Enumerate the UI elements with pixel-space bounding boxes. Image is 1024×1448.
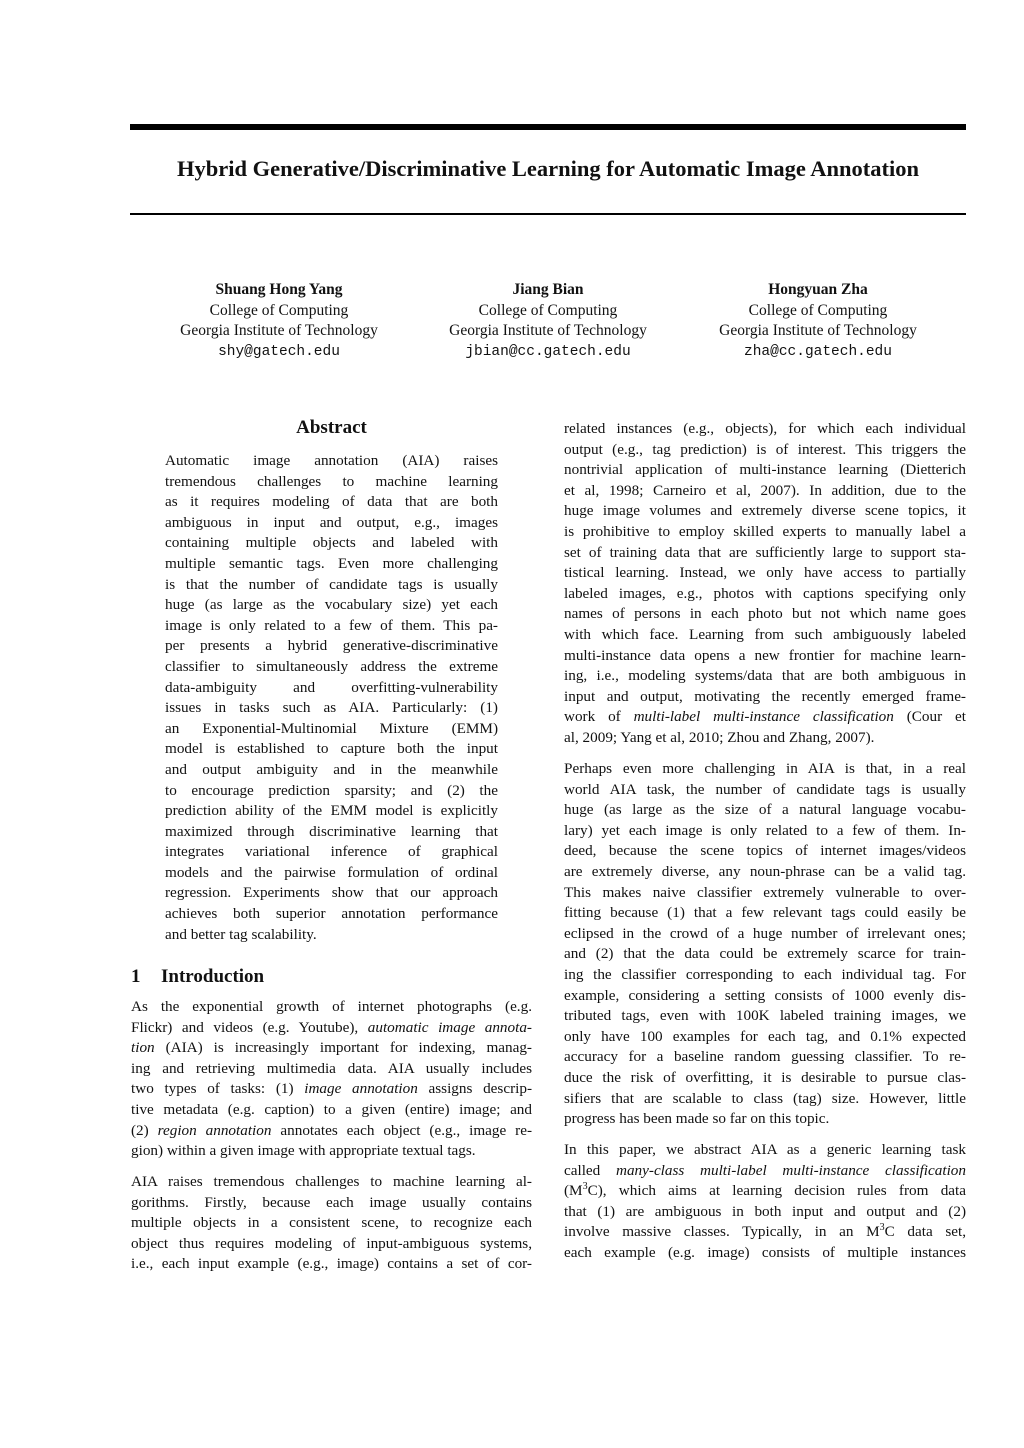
text-line: ambiguous in input and output, e.g., images [165, 513, 498, 531]
text-line: object thus requires modeling of input-ambiguous systems, [131, 1234, 532, 1252]
text-line: classifier to simultaneously address the extreme [165, 657, 498, 675]
text-line: Flickr) and videos (e.g. Youtube), automatic image annota- [131, 1018, 532, 1036]
text-line: tremendous challenges to machine learning [165, 472, 498, 490]
intro-paragraph-3 [564, 759, 966, 1130]
text-line: multiple semantic tags. Even more challenging [165, 554, 498, 572]
text-line: gorithms. Firstly, because each image usually contains [131, 1193, 532, 1211]
text-line: (2) region annotation annotates each object (e.g., image re- [131, 1121, 533, 1139]
text-line: huge (as large as the vocabulary size) yet each [165, 596, 498, 614]
author-dept: College of Computing [478, 301, 618, 319]
author-institution: Georgia Institute of Technology [449, 322, 647, 340]
text-line: work of multi-label multi-instance classification (Cour et [564, 708, 966, 726]
text-line: related instances (e.g., objects), for which each individual [564, 420, 966, 437]
text-line: are extremely diverse, any noun-phrase can be a valid tag. [564, 862, 966, 880]
text-line: prediction ability of the EMM model is explicitly [165, 802, 498, 820]
text-line: image is only related to a few of them. This pa- [165, 616, 498, 634]
text-line: ing the classifier corresponding to each individual tag. For [564, 965, 966, 983]
text-line: example, considering a setting consists of 1000 evenly dis- [564, 986, 966, 1004]
text-line: multi-instance data opens a new frontier for machine learn- [564, 646, 966, 664]
text-line: $(M^3C)$, which aims at learning decision rules from data [564, 1181, 966, 1200]
text-line: an Exponential-Multinomial Mixture (EMM) [165, 719, 498, 737]
author-block [678, 280, 958, 362]
title-top-rule [130, 124, 966, 130]
text-line: and (2) that the data could be extremely scarce for train- [564, 945, 966, 963]
title-bottom-rule [130, 213, 966, 215]
author-block [139, 280, 419, 362]
text-line: ing, i.e., modeling systems/data that are both ambiguous in [564, 667, 966, 685]
intro-paragraph-1 [131, 997, 532, 1162]
text-line: nontrivial application of multi-instance learning (Dietterich [564, 461, 966, 479]
text-line: per presents a hybrid generative-discriminative [165, 637, 498, 655]
author-email: jbian@cc.gatech.edu [465, 343, 631, 360]
text-line: and output ambiguity and in the meanwhile [165, 760, 498, 778]
text-line: data-ambiguity and overfitting-vulnerability [165, 678, 498, 696]
text-line: progress has been made so far on this topic. [564, 1110, 830, 1128]
section-heading-introduction [131, 966, 264, 988]
text-line: to encourage prediction sparsity; and (2) the [165, 781, 498, 799]
abstract-body [165, 451, 498, 945]
text-line: In this paper, we abstract AIA as a generic learning task [564, 1141, 966, 1158]
text-line: input and output, motivating the recently emerged frame- [564, 687, 966, 705]
section-number: 1 [131, 966, 141, 987]
text-line: models and the pairwise formulation of ordinal [165, 863, 498, 881]
text-line: tistical learning. Instead, we only have access to partially [564, 564, 966, 582]
text-line: This makes naive classifier extremely vulnerable to over- [564, 883, 966, 901]
text-line: tributed tags, even with 100K labeled training images, we [564, 1007, 966, 1025]
intro-paragraph-2 [131, 1172, 532, 1275]
author-email: zha@cc.gatech.edu [744, 343, 892, 360]
text-line: tion (AIA) is increasingly important for indexing, manag- [131, 1039, 532, 1057]
intro-paragraph-2-continued [564, 419, 966, 749]
text-line: AIA raises tremendous challenges to machine learning al- [131, 1173, 532, 1190]
text-line: model is established to capture both the input [165, 740, 498, 758]
text-line: al, 2009; Yang et al, 2010; Zhou and Zhang, 2007). [564, 728, 875, 746]
text-line: i.e., each input example (e.g., image) contains a set of cor- [131, 1255, 532, 1273]
text-line: is prohibitive to employ skilled experts to manually label a [564, 522, 966, 540]
text-line: two types of tasks: (1) image annotation assigns descrip- [131, 1080, 533, 1098]
text-line: huge image volumes and extremely diverse scene topics, it [564, 502, 966, 520]
author-institution: Georgia Institute of Technology [719, 322, 917, 340]
text-line: called many-class multi-label multi-instance classification [564, 1161, 966, 1179]
text-line: and better tag scalability. [165, 925, 317, 943]
text-line: accuracy for a baseline random guessing classifier. To re- [564, 1048, 966, 1066]
text-line: huge (as large as the size of a natural language vocabu- [564, 801, 966, 819]
text-line: As the exponential growth of internet photographs (e.g. [131, 998, 532, 1015]
text-line: tive metadata (e.g. caption) to a given (entire) image; and [131, 1100, 532, 1118]
text-line: only have 100 examples for each tag, and 0.1% expected [564, 1027, 966, 1045]
text-line: each example (e.g. image) consists of multiple instances [564, 1243, 966, 1261]
text-line: achieves both superior annotation performance [165, 905, 498, 923]
section-title: Introduction [161, 966, 265, 987]
text-line: labeled images, e.g., photos with captions specifying only [564, 584, 966, 602]
paper-title: Hybrid Generative/Discriminative Learning for Automatic Image Annotation [176, 156, 920, 181]
text-line: deed, because the scene topics of internet images/videos [564, 842, 966, 860]
author-name: Hongyuan Zha [768, 281, 868, 298]
text-line: Perhaps even more challenging in AIA is that, in a real [564, 760, 966, 777]
text-line: as it requires modeling of data that are both [165, 493, 498, 511]
author-name: Jiang Bian [512, 281, 584, 298]
text-line: output (e.g., tag prediction) is of interest. This triggers the [564, 440, 966, 458]
author-dept: College of Computing [748, 301, 888, 319]
text-line: eclipsed in the crowd of a huge number of irrelevant ones; [564, 924, 966, 942]
text-line: gion) within a given image with appropriate textual tags. [131, 1142, 476, 1160]
text-line: that (1) are ambiguous in both input and output and (2) [564, 1202, 966, 1220]
text-line: set of training data that are sufficiently large to support sta- [564, 543, 966, 561]
text-line: maximized through discriminative learning that [165, 822, 498, 840]
text-line: regression. Experiments show that our approach [165, 884, 498, 902]
text-line: names of persons in each photo but not which name goes [564, 605, 966, 623]
text-line: et al, 1998; Carneiro et al, 2007). In addition, due to the [564, 481, 966, 499]
text-line: world AIA task, the number of candidate tags is usually [564, 780, 966, 798]
text-line: duce the risk of overfitting, it is desirable to pursue clas- [564, 1068, 966, 1086]
text-line: Automatic image annotation (AIA) raises [165, 452, 498, 469]
author-block [408, 280, 688, 362]
intro-paragraph-4 [564, 1140, 966, 1264]
text-line: fitting because (1) that a few relevant tags could easily be [564, 904, 966, 922]
text-line: multiple objects in a consistent scene, to recognize each [131, 1214, 532, 1232]
author-institution: Georgia Institute of Technology [180, 322, 378, 340]
text-line: ing and retrieving multimedia data. AIA usually includes [131, 1059, 532, 1077]
text-line: integrates variational inference of graphical [165, 843, 498, 861]
author-email: shy@gatech.edu [218, 343, 340, 360]
text-line: containing multiple objects and labeled with [165, 534, 498, 552]
text-line: issues in tasks such as AIA. Particularly: (1) [165, 699, 498, 717]
author-name: Shuang Hong Yang [215, 281, 343, 298]
text-line: with which face. Learning from such ambiguously labeled [564, 625, 966, 643]
abstract-heading: Abstract [296, 417, 367, 438]
text-line: lary) yet each image is only related to a few of them. In- [564, 821, 966, 839]
text-line: involve massive classes. Typically, in an $M^3C$ data set, [564, 1222, 966, 1241]
text-line: is that the number of candidate tags is usually [165, 575, 498, 593]
text-line: sifiers that are scalable to class (tag) size. However, little [564, 1089, 966, 1107]
author-dept: College of Computing [209, 301, 349, 319]
